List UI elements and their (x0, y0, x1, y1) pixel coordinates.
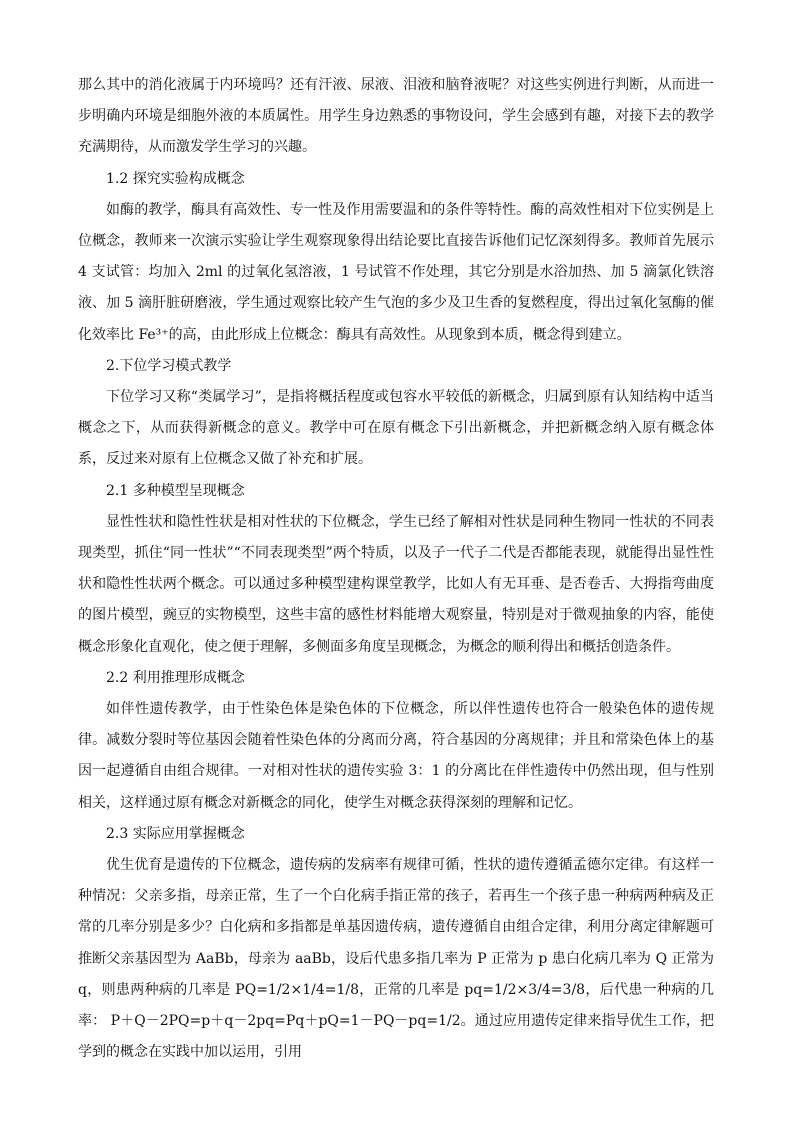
section-heading-2-1: 2.1 多种模型呈现概念 (106, 482, 245, 499)
paragraph-sex-linked: 如伴性遗传教学，由于性染色体是染色体的下位概念，所以伴性遗传也符合一般染色体的遗传规律。减数分裂时等位基因会随着性染色体的分离而分离，符合基因的分离规律；并且和常染色体上的基因一起遵循自由组合规律。一对相对性状的遗传实验 3：1 的分离比在伴性遗传中仍然出现，但与性别相关，这样通过原有概念对新概念的同化，使学生对概念获得深刻的理解和记忆。 (78, 701, 714, 811)
section-heading-2: 2.下位学习模式教学 (106, 357, 232, 374)
document-page (78, 70, 714, 1069)
paragraph-subordinate-learning: 下位学习又称“类属学习”，是指将概括程度或包容水平较低的新概念，归属到原有认知结构中适当概念之下，从而获得新概念的意义。教学中可在原有概念下引出新概念，并把新概念纳入原有概念体系，反过来对原有上位概念又做了补充和扩展。 (78, 389, 714, 468)
paragraph-models: 显性性状和隐性性状是相对性状的下位概念，学生已经了解相对性状是同种生物同一性状的不同表现类型，抓住“同一性状”“不同表现类型”两个特质，以及子一代子二代是否都能表现，就能得出显性性状和隐性性状两个概念。可以通过多种模型建构课堂教学，比如人有无耳垂、是否卷舌、大拇指弯曲度的图片模型，豌豆的实物模型，这些丰富的感性材料能增大观察量，特别是对于微观抽象的内容，能使概念形象化直观化，使之便于理解，多侧面多角度呈现概念，为概念的顺利得出和概括创造条件。 (78, 513, 714, 655)
section-heading-2-3: 2.3 实际应用掌握概念 (106, 825, 245, 842)
section-heading-2-2: 2.2 利用推理形成概念 (106, 669, 245, 686)
paragraph-intro-continuation: 那么其中的消化液属于内环境吗？还有汗液、尿液、泪液和脑脊液呢？对这些实例进行判断，从而进一步明确内环境是细胞外液的本质属性。用学生身边熟悉的事物设问，学生会感到有趣，对接下去的教学充满期待，从而激发学生学习的兴趣。 (78, 77, 714, 156)
section-heading-1-2: 1.2 探究实验构成概念 (106, 170, 245, 187)
paragraph-eugenics: 优生优育是遗传的下位概念，遗传病的发病率有规律可循，性状的遗传遵循孟德尔定律。有这样一种情况：父亲多指，母亲正常，生了一个白化病手指正常的孩子，若再生一个孩子患一种病两种病及正常的几率分别是多少？白化病和多指都是单基因遗传病，遗传遵循自由组合定律，利用分离定律解题可推断父亲基因型为 AaBb，母亲为 aaBb，设后代患多指几率为 P 正常为 p 患白化病几率为 Q 正常为 q，则患两种病的几率是 PQ=1/2×1/4=1/8，正常的几率是 pq=1/2×3/4=3/8，后代患一种病的几率： P＋Q－2PQ=p＋q－2pq=Pq＋pQ=1－PQ－pq=1/2。通过应用遗传定律来指导优生工作，把学到的概念在实践中加以运用，引用 (78, 857, 714, 1061)
paragraph-enzyme-experiment: 如酶的教学，酶具有高效性、专一性及作用需要温和的条件等特性。酶的高效性相对下位实例是上位概念，教师来一次演示实验让学生观察现象得出结论要比直接告诉他们记忆深刻得多。教师首先展示 4 支试管：均加入 2ml 的过氧化氢溶液，1 号试管不作处理，其它分别是水浴加热、加 5 滴氯化铁溶液、加 5 滴肝脏研磨液，学生通过观察比较产生气泡的多少及卫生香的复燃程度，得出过氧化氢酶的催化效率比 Fe³⁺的高，由此形成上位概念：酶具有高效性。从现象到本质，概念得到建立。 (78, 201, 714, 343)
